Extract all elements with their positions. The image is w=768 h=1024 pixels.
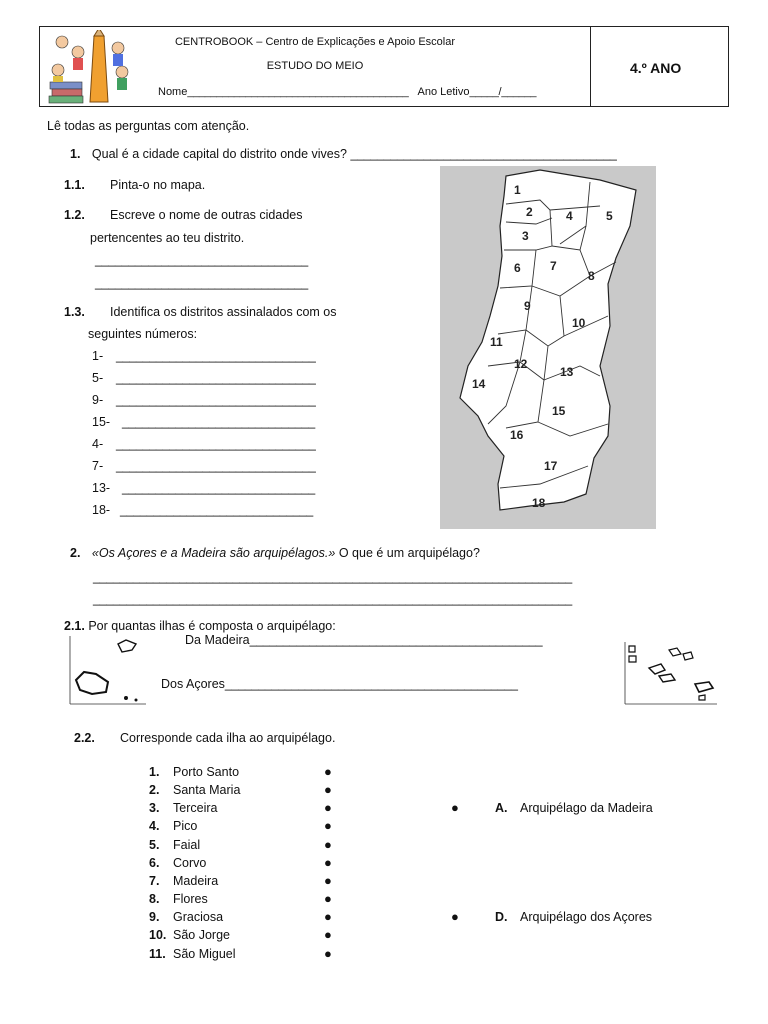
district-number: 4- xyxy=(92,437,104,451)
district-item xyxy=(92,459,316,473)
island-name: Faial xyxy=(173,838,201,852)
district-number: 18- xyxy=(92,503,111,517)
island-name: Porto Santo xyxy=(173,765,240,779)
district-item xyxy=(92,503,313,517)
district-number: 1- xyxy=(92,349,104,363)
map-label: 3 xyxy=(522,229,529,243)
header-box xyxy=(39,26,729,107)
island-number: 7. xyxy=(149,874,160,888)
island-item xyxy=(149,874,218,888)
island-item xyxy=(149,838,200,852)
district-number: 7- xyxy=(92,459,104,473)
q1-2-number: 1.2. xyxy=(64,208,85,222)
district-item xyxy=(92,393,316,407)
island-item xyxy=(149,910,223,924)
island-item xyxy=(149,892,208,906)
island-name: São Miguel xyxy=(173,947,236,961)
question-2-1 xyxy=(64,619,336,633)
header-divider xyxy=(590,27,591,106)
map-svg xyxy=(440,166,656,529)
district-item xyxy=(92,371,316,385)
island-number: 1. xyxy=(149,765,160,779)
year-label: Ano Letivo xyxy=(417,86,470,98)
map-label: 14 xyxy=(472,377,486,391)
madeira-label: Da Madeira xyxy=(185,633,250,647)
option-letter: A. xyxy=(495,801,508,815)
madeira-row xyxy=(185,633,542,647)
island-name: Flores xyxy=(173,892,208,906)
q2-2-text: Corresponde cada ilha ao arquipélago. xyxy=(120,731,336,745)
island-item xyxy=(149,765,239,779)
island-item xyxy=(149,819,197,833)
q1-2-blank-2[interactable]: ________________________________ xyxy=(95,276,308,290)
q2-blank-2[interactable]: ________________________________________________________________________ xyxy=(93,592,572,606)
district-number: 5- xyxy=(92,371,104,385)
grade-label: 4.º ANO xyxy=(630,60,682,76)
island-bullet[interactable]: ● xyxy=(324,764,332,779)
district-blank[interactable]: ______________________________ xyxy=(116,459,316,473)
madeira-islands-map xyxy=(66,634,148,706)
map-label: 9 xyxy=(524,299,531,313)
district-blank[interactable]: _____________________________ xyxy=(122,481,315,495)
map-label: 5 xyxy=(606,209,613,223)
q1-3-line1: Identifica os distritos assinalados com os xyxy=(110,305,337,319)
q2-number: 2. xyxy=(70,546,81,560)
island-bullet[interactable]: ● xyxy=(324,891,332,906)
island-bullet[interactable]: ● xyxy=(324,818,332,833)
question-2 xyxy=(70,546,480,560)
island-name: Graciosa xyxy=(173,910,224,924)
q1-answer-blank[interactable]: ________________________________________ xyxy=(350,147,617,161)
option-letter: D. xyxy=(495,910,508,924)
map-label: 7 xyxy=(550,259,557,273)
name-label: Nome xyxy=(158,86,188,98)
map-label: 4 xyxy=(566,209,573,223)
district-blank[interactable]: ______________________________ xyxy=(116,349,316,363)
island-item xyxy=(149,947,236,961)
district-item xyxy=(92,349,316,363)
azores-islands-map xyxy=(619,640,719,706)
island-bullet[interactable]: ● xyxy=(324,927,332,942)
island-number: 10. xyxy=(149,928,167,942)
map-label: 2 xyxy=(526,205,533,219)
district-number: 15- xyxy=(92,415,111,429)
island-item xyxy=(149,856,206,870)
island-name: Pico xyxy=(173,819,198,833)
island-name: São Jorge xyxy=(173,928,230,942)
map-label: 1 xyxy=(514,183,521,197)
option-azores xyxy=(495,910,652,924)
option-label: Arquipélago da Madeira xyxy=(520,801,653,815)
island-number: 4. xyxy=(149,819,160,833)
q1-3-line2: seguintes números: xyxy=(88,327,198,341)
q2-2-number: 2.2. xyxy=(74,731,95,745)
island-number: 5. xyxy=(149,838,160,852)
name-row xyxy=(158,86,536,98)
q1-1-text: Pinta-o no mapa. xyxy=(110,178,206,192)
year-blank[interactable]: _____/______ xyxy=(469,86,537,98)
q1-2-blank-1[interactable]: ________________________________ xyxy=(95,253,308,267)
q1-1-number: 1.1. xyxy=(64,178,85,192)
island-bullet[interactable]: ● xyxy=(324,782,332,797)
island-bullet[interactable]: ● xyxy=(324,855,332,870)
island-bullet[interactable]: ● xyxy=(324,837,332,852)
district-item xyxy=(92,415,315,429)
portugal-districts-map[interactable] xyxy=(440,166,656,529)
option-label: Arquipélago dos Açores xyxy=(520,910,653,924)
azores-label: Dos Açores xyxy=(161,677,225,691)
district-number: 13- xyxy=(92,481,111,495)
q2-1-number: 2.1. xyxy=(64,619,85,633)
center-name: CENTROBOOK – Centro de Explicações e Apoio Escolar xyxy=(174,36,455,48)
island-number: 11. xyxy=(149,947,166,961)
azores-blank[interactable]: ____________________________________________ xyxy=(224,677,518,691)
district-item xyxy=(92,481,315,495)
q2-blank-1[interactable]: ________________________________________________________________________ xyxy=(93,570,572,584)
island-bullet[interactable]: ● xyxy=(324,946,332,961)
map-label: 16 xyxy=(510,428,524,442)
island-item xyxy=(149,783,240,797)
island-number: 8. xyxy=(149,892,160,906)
question-1-3 xyxy=(64,305,337,319)
q1-2-line1: Escreve o nome de outras cidades xyxy=(110,208,303,222)
q1-text: Qual é a cidade capital do distrito onde vives? xyxy=(91,147,347,161)
question-1-1 xyxy=(64,178,206,192)
map-label: 8 xyxy=(588,269,595,283)
q2-text: O que é um arquipélago? xyxy=(338,546,480,560)
azores-row xyxy=(161,677,518,691)
map-label: 17 xyxy=(544,459,558,473)
island-number: 9. xyxy=(149,910,160,924)
map-label: 6 xyxy=(514,261,521,275)
island-number: 6. xyxy=(149,856,160,870)
district-blank[interactable]: ______________________________ xyxy=(116,437,316,451)
district-number: 9- xyxy=(92,393,104,407)
madeira-blank[interactable]: ____________________________________________ xyxy=(249,633,543,647)
name-blank[interactable]: ______________________________________ xyxy=(187,86,409,98)
map-label: 13 xyxy=(560,365,574,379)
map-label: 18 xyxy=(532,496,546,510)
subject-title: ESTUDO DO MEIO xyxy=(266,60,364,72)
q1-2-line2: pertencentes ao teu distrito. xyxy=(90,231,245,245)
district-blank[interactable]: _____________________________ xyxy=(122,415,315,429)
map-label: 10 xyxy=(572,316,586,330)
island-number: 2. xyxy=(149,783,160,797)
district-item xyxy=(92,437,316,451)
island-item xyxy=(149,928,230,942)
district-blank[interactable]: ______________________________ xyxy=(116,371,316,385)
island-item xyxy=(149,801,217,815)
option-bullet[interactable]: ● xyxy=(451,800,459,815)
island-name: Corvo xyxy=(173,856,207,870)
island-bullet[interactable]: ● xyxy=(324,909,332,924)
q2-1-text: Por quantas ilhas é composta o arquipélago: xyxy=(88,619,336,633)
island-name: Santa Maria xyxy=(173,783,241,797)
option-bullet[interactable]: ● xyxy=(451,909,459,924)
map-label: 11 xyxy=(490,335,503,349)
q2-quote: «Os Açores e a Madeira são arquipélagos.» xyxy=(91,546,336,560)
island-bullet[interactable]: ● xyxy=(324,800,332,815)
island-bullet[interactable]: ● xyxy=(324,873,332,888)
question-1 xyxy=(70,147,617,161)
q1-number: 1. xyxy=(70,147,81,161)
island-name: Terceira xyxy=(173,801,218,815)
q1-3-number: 1.3. xyxy=(64,305,85,319)
district-blank[interactable]: ______________________________ xyxy=(116,393,316,407)
option-madeira xyxy=(495,801,653,815)
island-number: 3. xyxy=(149,801,160,815)
question-2-2 xyxy=(74,731,336,745)
question-1-2 xyxy=(64,208,303,222)
map-label: 15 xyxy=(552,404,566,418)
island-name: Madeira xyxy=(173,874,219,888)
intro-text: Lê todas as perguntas com atenção. xyxy=(47,119,250,133)
map-label: 12 xyxy=(514,357,528,371)
district-blank[interactable]: _____________________________ xyxy=(120,503,313,517)
